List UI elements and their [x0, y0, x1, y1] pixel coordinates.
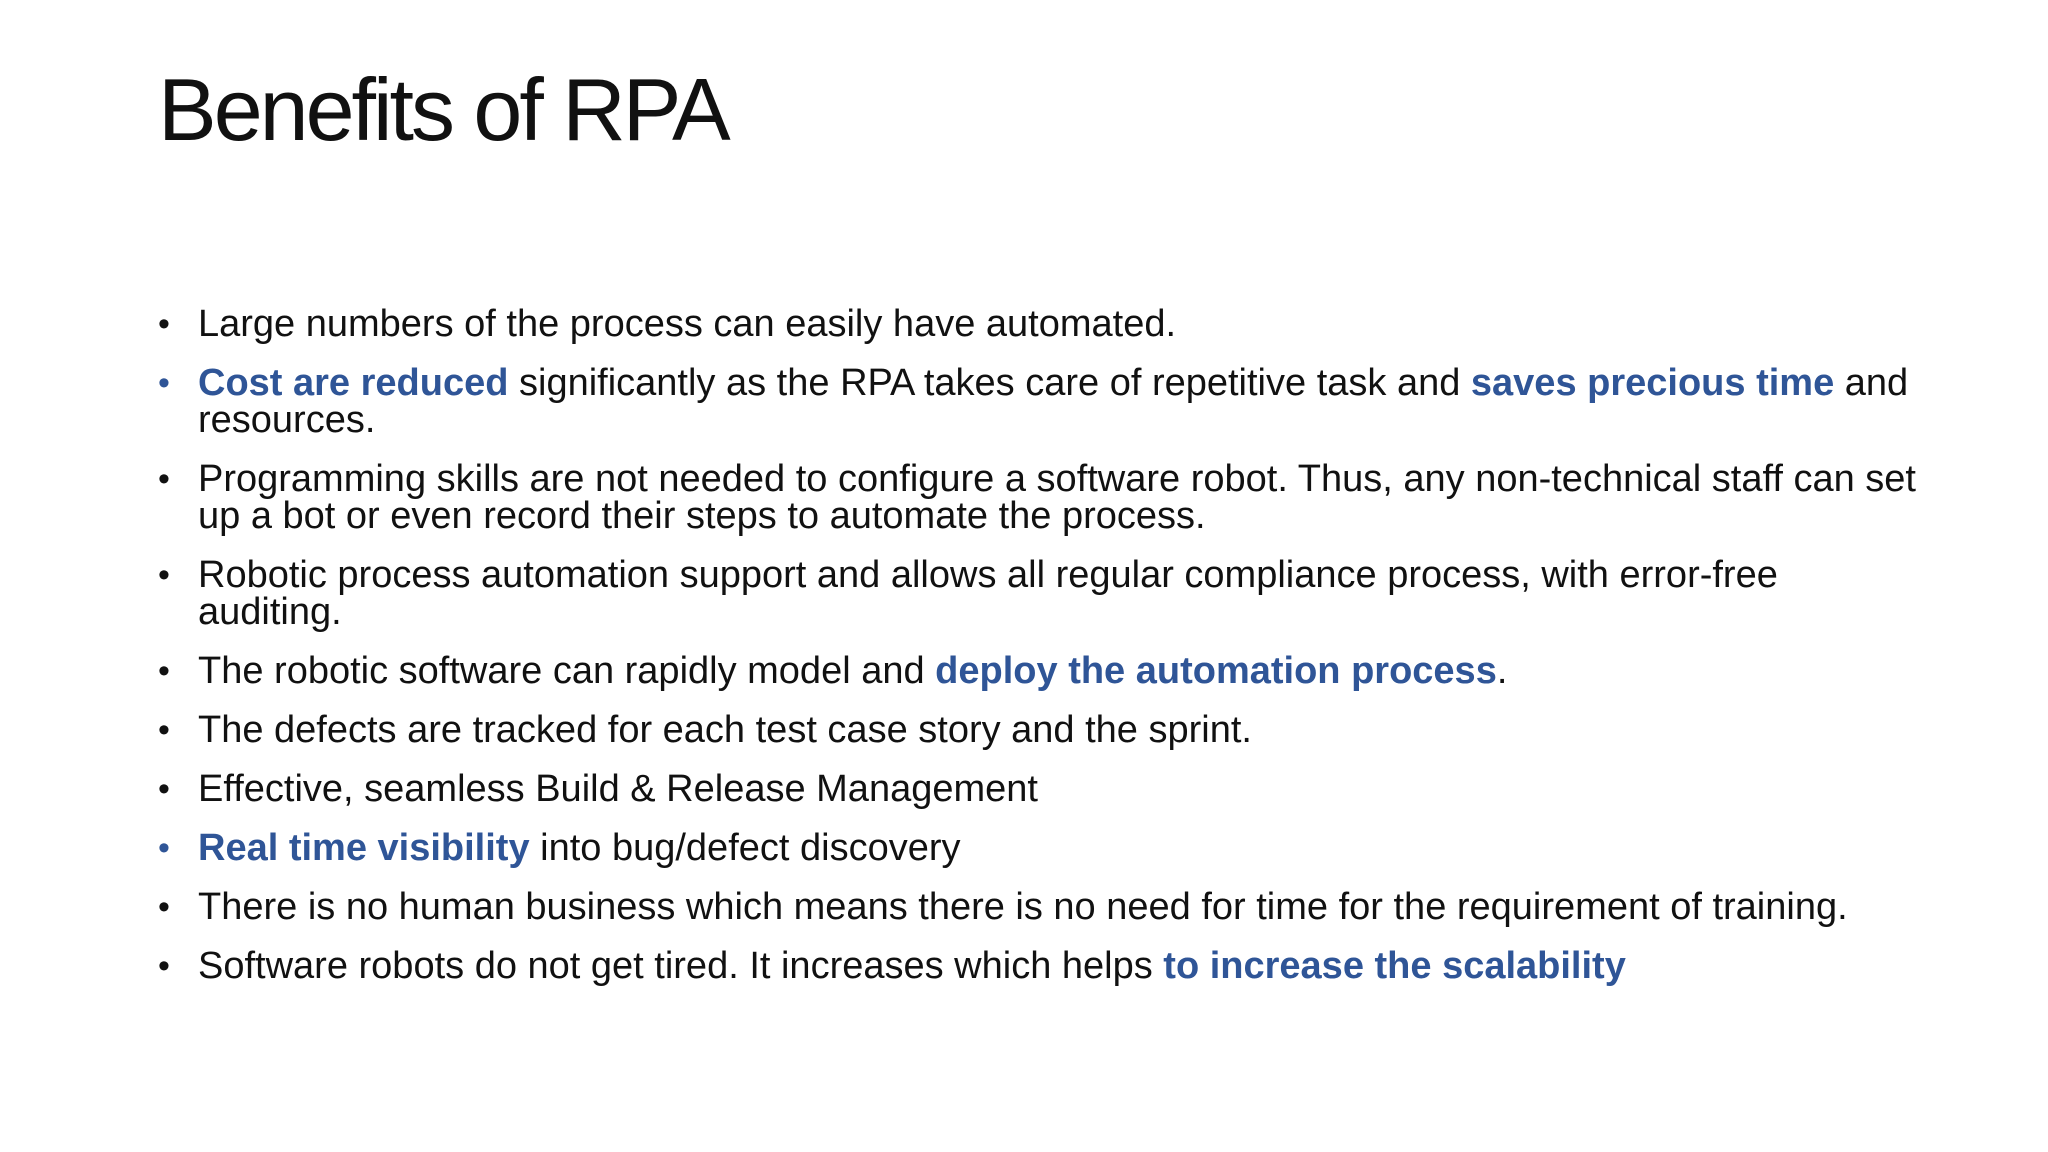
bullet-text: into bug/defect discovery — [529, 827, 961, 869]
list-item — [158, 362, 1918, 441]
highlight-text: Cost are reduced — [198, 362, 509, 404]
highlight-text: saves precious time — [1470, 362, 1835, 404]
bullet-icon: • — [158, 305, 170, 343]
bullet-text: significantly as the RPA takes care of repetitive task and — [508, 362, 1471, 404]
list-item — [158, 303, 1918, 345]
bullet-icon: • — [158, 888, 170, 926]
bullet-text: Robotic process automation support and allows all regular compliance process, with error-free auditing. — [198, 554, 1778, 633]
bullet-text: Software robots do not get tired. It increases which helps — [198, 945, 1164, 987]
bullet-text: Large numbers of the process can easily have automated. — [198, 303, 1177, 345]
bullet-icon: • — [158, 652, 170, 690]
bullet-text: Programming skills are not needed to configure a software robot. Thus, any non-technical staff can set up a bot or even record their steps to automate the process. — [198, 458, 1916, 537]
highlight-text: Real time visibility — [198, 827, 530, 869]
bullet-text: Effective, seamless Build & Release Management — [198, 768, 1038, 810]
list-item — [158, 886, 1918, 928]
list-item — [158, 768, 1918, 810]
list-item — [158, 458, 1918, 537]
list-item — [158, 827, 1918, 869]
bullet-icon: • — [158, 556, 170, 594]
highlight-text: to increase the scalability — [1163, 945, 1626, 987]
slide-title: Benefits of RPA — [158, 60, 728, 159]
list-item — [158, 709, 1918, 751]
bullet-text: . — [1496, 650, 1508, 692]
bullet-text: The defects are tracked for each test case story and the sprint. — [198, 709, 1252, 751]
bullet-icon: • — [158, 947, 170, 985]
bullet-icon: • — [158, 460, 170, 498]
bullet-icon: • — [158, 711, 170, 749]
bullet-list — [158, 303, 1918, 1007]
highlight-text: deploy the automation process — [935, 650, 1497, 692]
list-item — [158, 945, 1918, 987]
list-item — [158, 650, 1918, 692]
bullet-text: and resources. — [198, 362, 1909, 441]
bullet-text: The robotic software can rapidly model and — [198, 650, 936, 692]
bullet-text: There is no human business which means there is no need for time for the requirement of training. — [198, 886, 1848, 928]
bullet-icon: • — [158, 770, 170, 808]
bullet-icon: • — [158, 829, 170, 867]
bullet-icon: • — [158, 364, 170, 402]
list-item — [158, 554, 1918, 633]
